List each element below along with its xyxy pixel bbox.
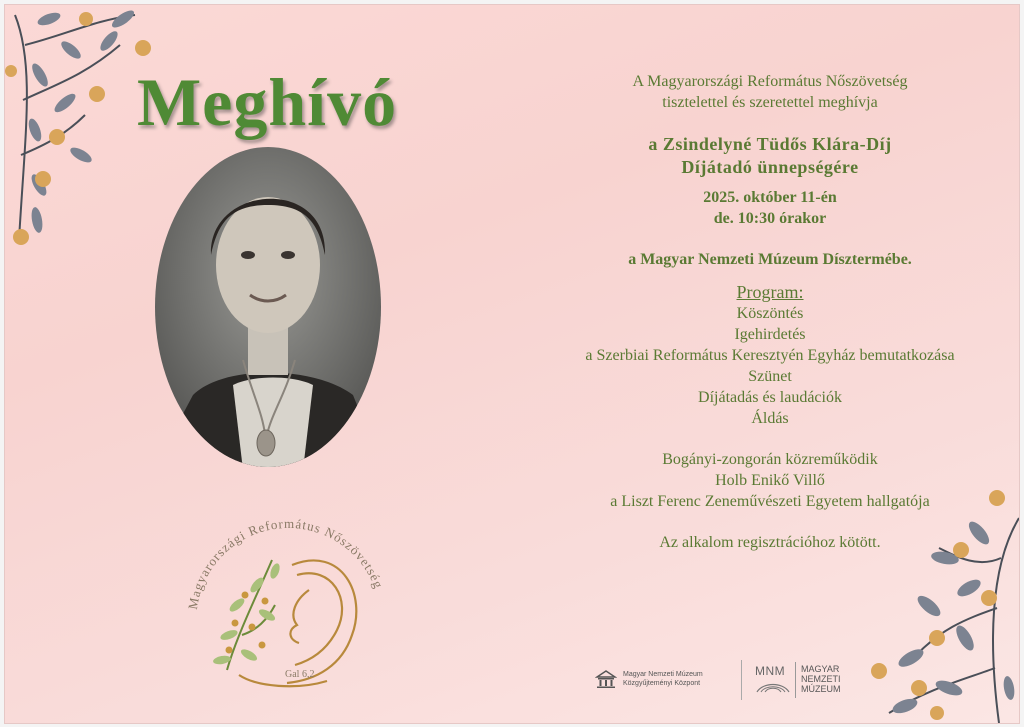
program-item: Áldás <box>751 410 789 427</box>
music-line-2: Holb Enikő Villő <box>715 472 825 489</box>
mnm-abbreviation: MNM <box>755 664 786 678</box>
event-venue: a Magyar Nemzeti Múzeum Dísztermébe. <box>628 251 912 268</box>
seal-verse-text: Gal 6,2 <box>285 669 315 680</box>
program-item: a Szerbiai Református Keresztyén Egyház bemutatkozása <box>585 347 955 364</box>
music-line-1: Bogányi-zongorán közreműködik <box>662 451 878 468</box>
logo-inner-divider <box>795 662 796 698</box>
logo-divider <box>741 660 742 700</box>
program-heading: Program: <box>736 282 804 302</box>
portrait-photo <box>153 145 383 470</box>
logo-left-line-1: Magyar Nemzeti Múzeum <box>623 671 703 678</box>
sponsor-logos <box>595 660 855 700</box>
music-line-3: a Liszt Ferenc Zeneművészeti Egyetem hallgatója <box>610 493 930 510</box>
museum-building-icon <box>595 668 617 690</box>
invitation-body <box>525 71 1015 553</box>
award-line-2: Díjátadó ünnepségére <box>681 157 859 177</box>
event-date: 2025. október 11-én <box>703 189 837 206</box>
logo-right-line-3: MÚZEUM <box>801 684 841 694</box>
invitation-title: Meghívó <box>137 64 398 140</box>
intro-line-2: tisztelettel és szeretettel meghívja <box>662 94 878 111</box>
logo-right-line-1: MAGYAR <box>801 664 840 674</box>
program-item: Szünet <box>748 368 792 385</box>
mnm-emblem-icon <box>755 680 791 694</box>
leaf-branch-top-left-icon <box>5 5 155 250</box>
logo-left-line-2: Közgyűjteményi Központ <box>623 680 701 687</box>
intro-line-1: A Magyarországi Református Nőszövetség <box>632 73 908 90</box>
logo-right-line-2: NEMZETI <box>801 674 841 684</box>
event-time: de. 10:30 órakor <box>713 210 827 227</box>
mnm-logo <box>755 662 855 698</box>
registration-note: Az alkalom regisztrációhoz kötött. <box>659 534 881 551</box>
program-item: Köszöntés <box>736 305 804 322</box>
invitation-card <box>4 4 1020 724</box>
program-item: Díjátadás és laudációk <box>698 389 842 406</box>
svg-text:Magyarországi Református Nőszö <box>185 516 387 611</box>
award-line-1: a Zsindelyné Tüdős Klára-Díj <box>648 134 892 154</box>
mnm-kozgyujtemenyi-logo <box>595 664 730 696</box>
program-item: Igehirdetés <box>734 326 806 343</box>
seal-ring-text: Magyarországi Református Nőszövetség <box>184 515 387 611</box>
nőszövetség-seal-logo <box>177 505 397 705</box>
